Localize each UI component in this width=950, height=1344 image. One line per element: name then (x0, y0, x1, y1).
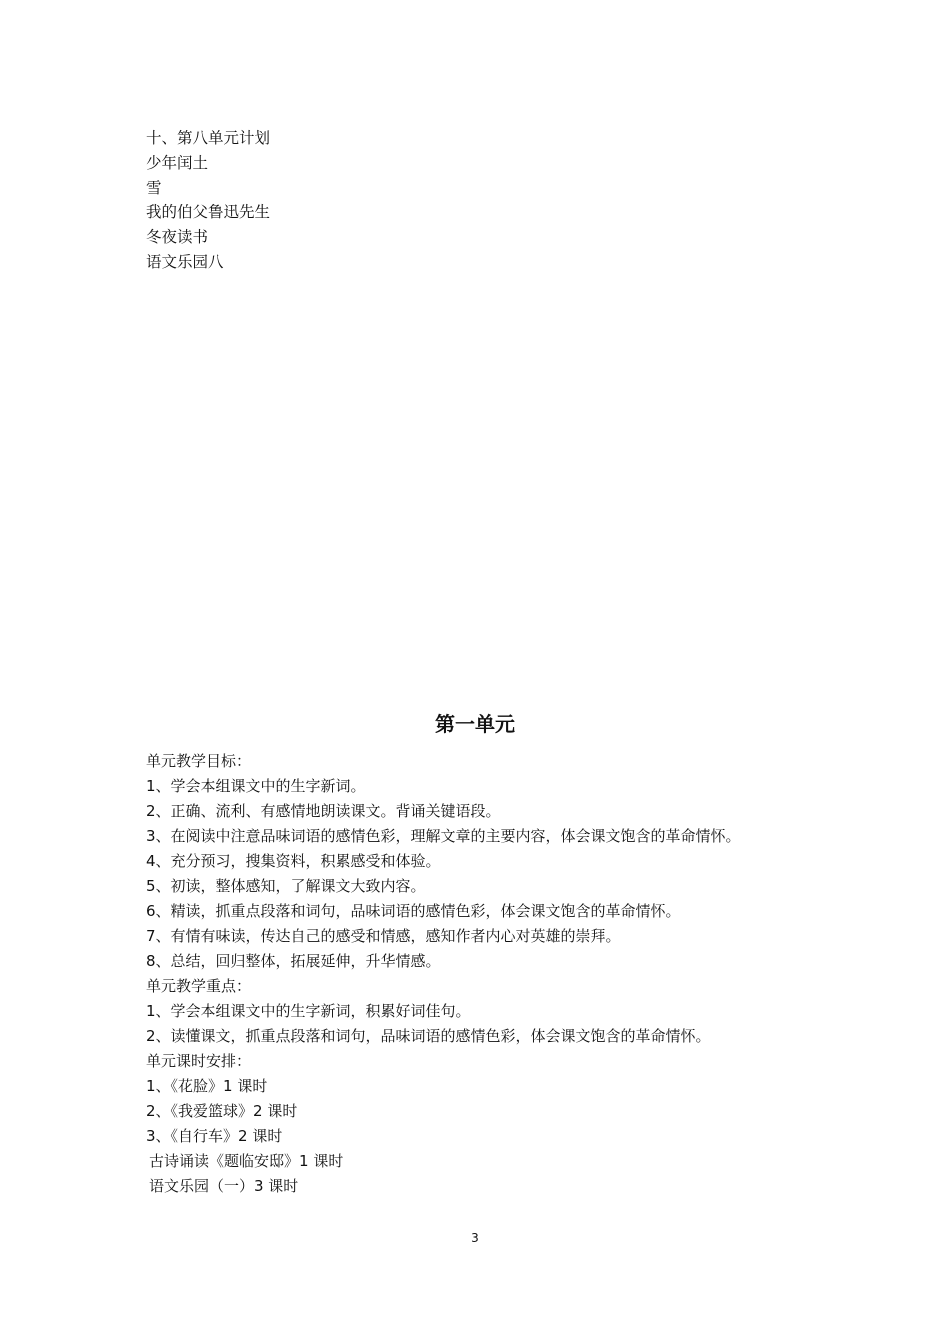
focus-item: 1、学会本组课文中的生字新词，积累好词佳句。 (146, 1002, 471, 1020)
focus-item: 2、读懂课文，抓重点段落和词句，品味词语的感情色彩，体会课文饱含的革命情怀。 (146, 1027, 711, 1045)
toc-item: 十、第八单元计划 (146, 129, 271, 147)
toc-item: 语文乐园八 (146, 252, 224, 271)
toc-item: 我的伯父鲁迅先生 (146, 203, 271, 222)
goal-item: 2、正确、流利、有感情地朗读课文。背诵关键语段。 (146, 802, 501, 820)
goal-item: 8、总结，回归整体，拓展延伸，升华情感。 (146, 952, 441, 970)
unit-content (146, 749, 846, 1199)
schedule-item: 2、《我爱篮球》2 课时 (146, 1102, 298, 1120)
toc-item: 雪 (146, 178, 162, 197)
schedule-item: 语文乐园（一）3 课时 (149, 1177, 299, 1195)
schedule-item: 古诗诵读《题临安邸》1 课时 (149, 1152, 344, 1170)
schedule-item: 1、《花脸》1 课时 (146, 1077, 268, 1095)
goal-item: 6、精读，抓重点段落和词句，品味词语的感情色彩，体会课文饱含的革命情怀。 (146, 902, 681, 920)
goal-item: 1、学会本组课文中的生字新词。 (146, 777, 366, 795)
goal-item: 5、初读，整体感知，了解课文大致内容。 (146, 877, 426, 895)
schedule-item: 3、《自行车》2 课时 (146, 1127, 283, 1145)
goal-item: 3、在阅读中注意品味词语的感情色彩，理解文章的主要内容，体会课文饱含的革命情怀。 (146, 827, 741, 845)
focus-heading: 单元教学重点： (146, 977, 252, 995)
schedule-heading: 单元课时安排： (146, 1052, 252, 1070)
toc-list (146, 126, 746, 275)
unit-title: 第一单元 (435, 712, 515, 736)
toc-item: 少年闰土 (146, 153, 209, 172)
goals-heading: 单元教学目标： (146, 752, 252, 770)
page-number: 3 (471, 1231, 479, 1245)
goal-item: 7、有情有味读，传达自己的感受和情感，感知作者内心对英雄的崇拜。 (146, 927, 621, 945)
goal-item: 4、充分预习，搜集资料，积累感受和体验。 (146, 852, 441, 870)
toc-item: 冬夜读书 (146, 228, 209, 247)
